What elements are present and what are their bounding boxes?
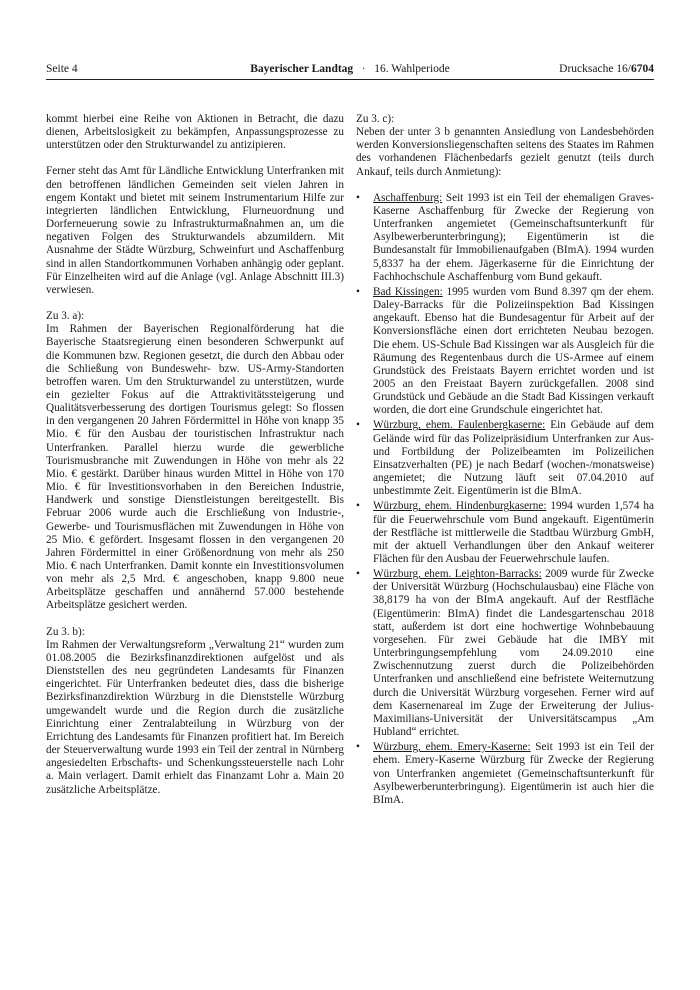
list-item-bad-kissingen [356,286,654,418]
document-number-value: 6704 [631,63,654,75]
list-item-text: Seit 1993 ist ein Teil der ehem. Emery-Kaserne Würzburg für Zwecke der Regierung von Unterfranken angemietet (Gemeinschaftsunterkunft für Asylbewerberunterbringung). Eigentümerin ist auch hier die BImA. [373,741,654,806]
list-item-faulenbergkaserne [356,419,654,498]
list-item-emery-kaserne [356,741,654,807]
location-label: Würzburg, ehem. Leighton-Barracks: [373,568,542,581]
heading-3a: Zu 3. a): [46,310,85,323]
paragraph-3a: Im Rahmen der Bayerischen Regionalförderung hat die Bayerische Staatsregierung einen besonderen Schwerpunkt auf die Kommunen bzw. Regionen gesetzt, die durch den Abbau oder die Schließung von Bundeswehr- bzw. US-Army-Standorten betroffen waren. Um den Strukturwandel zu unterstützen, wurde ein gezielter Fokus auf die Attraktivitätssteigerung und Qualitätsverbesserung des dortigen Tourismus gelegt: So flossen in den vergangenen 20 Jahren Fördermittel in Höhe von knapp 35 Mio. € für den Ausbau der touristischen Infrastruktur nach Unterfranken. Parallel hierzu wurde die gewerbliche Tourismusbranche mit Zuwendungen in Höhe von mehr als 22 Mio. € gestärkt. Darüber hinaus wurden Mittel in Höhe von 170 Mio. € für Investitionsvorhaben in den Bereichen Industrie, Handwerk und sonstige Dienstleistungen bereitgestellt. Bis Februar 2006 wurde auch die Erschließung von Industrie-, Gewerbe- und Tourismusflächen mit Zuwendungen in Höhe von 25 Mio. € gefördert. Insgesamt flossen in den vergangenen 20 Jahren Fördermittel in einer Größenordnung von mehr als 250 Mio. € nach Unterfranken. Damit konnte ein Investitionsvolumen von mehr als 2,5 Mrd. € angeschoben, knapp 9.800 neue Arbeitsplätze geschaffen und annähernd 57.000 bestehende Arbeitsplätze gesichert werden. [46,323,344,612]
list-item-hindenburgkaserne [356,500,654,566]
parliament-name: Bayerischer Landtag [250,63,354,75]
left-column [46,113,344,810]
bullet-icon: • [356,568,360,581]
document-number [559,62,654,76]
list-item-text: 1994 wurden 1,574 ha für die Feuerwehrschule vom Bund angekauft. Eigentümerin der Restfläche ist mittlerweile die Stadtbau Würzburg GmbH, mit der aktuell Verhandlungen über den Ankauf weiterer Flächen für den Ausbau der Feuerwehrschule laufen. [373,500,654,565]
right-column [356,113,654,809]
document-prefix: Drucksache 16/ [559,63,631,75]
list-item-aschaffenburg [356,192,654,284]
paragraph-3c: Neben der unter 3 b genannten Ansiedlung von Landesbehörden werden Konversionsliegenschaften seitens des Staates im Rahmen des vorhandenen Flächenbedarfs gezielt genutzt (teils durch Ankauf, teils durch Anmietung): [356,126,654,178]
bullet-icon: • [356,741,360,754]
list-item-text: 1995 wurden vom Bund 8.397 qm der ehem. Daley-Barracks für die Polizeiinspektion Bad Kissingen angekauft. Ebenso hat die Bundesagentur für Arbeit auf der Konversionsfläche einen dort errichteten Neubau bezogen. Die ehem. US-Schule Bad Kissingen war als Ausgleich für die Räumung des Regentenbaus durch die US-Armee auf einem Grundstück des Freistaats Bayern errichtet worden und ist 2005 an den Freistaat Bayern zurückgefallen. 2008 sind Grundstück und Gebäude an die Stadt Bad Kissingen verkauft worden, die dort eine Grundschule eingerichtet hat. [373,285,654,417]
bullet-icon: • [356,500,360,513]
list-item-text: Seit 1993 ist ein Teil der ehemaligen Graves-Kaserne Aschaffenburg für Zwecke der Regierung von Unterfranken angemietet (Gemeinschaftsunterkunft für Asylbewerberunterbringung); Eigentümerin ist die Bundesanstalt für Immobilienaufgaben (BImA). 1994 wurden 5,8337 ha der ehem. Jägerkaserne für die Einrichtung der Fachhochschule Aschaffenburg vom Bund gekauft. [373,191,654,283]
location-label: Aschaffenburg: [373,191,443,204]
location-label: Würzburg, ehem. Faulenbergkaserne: [373,419,546,432]
paragraph-amt-laendliche-entwicklung: Ferner steht das Amt für Ländliche Entwicklung Unterfranken mit den betroffenen ländlichen Gemeinden seit vielen Jahren in engem Kontakt und bietet mit seinem Instrumentarium Hilfe zur integrierten ländlichen Entwicklung, Flurneuordnung und Dorferneuerung sowie zu Infrastrukturmaßnahmen an, um die negativen Folgen des Strukturwandels abzumildern. Mit Ausnahme der Städte Würzburg, Schweinfurt und Aschaffenburg sind in allen Standortkommunen Vorhaben anhängig oder geplant. Für Einzelheiten wird auf die Anlage (vgl. Anlage Abschnitt III.3) verwiesen. [46,165,344,296]
location-label: Bad Kissingen: [373,285,443,298]
konversion-list [356,192,654,807]
bullet-icon: • [356,285,360,298]
location-label: Würzburg, ehem. Emery-Kaserne: [373,741,531,754]
header-separator: · [361,63,366,75]
bullet-icon: • [356,419,360,432]
list-item-leighton-barracks [356,568,654,739]
legislative-period: 16. Wahlperiode [374,63,450,75]
list-item-text: 2009 wurde für Zwecke der Universität Würzburg (Hochschulausbau) eine Fläche von 38,8179 ha von der BImA angekauft. Auf der Restfläche (Eigentümerin: BImA) findet die Landesgartenschau 2018 statt, außerdem ist dort eine hochwertige Wohnbebauung vorgesehen. Für zwei Gebäude hat die IMBY mit Unterbringungsempfehlung vom 24.09.2010 eine Zwischennutzung zuerst durch die Polizeibehörden Unterfranken und anschließend eine befristete Weiternutzung durch die Universität Würzburg vorgesehen. Ferner wird auf dem Kasernenareal im Zuge der Erweiterung der Julius-Maximilians-Universität der Universitätscampus „Am Hubland“ errichtet. [373,568,655,739]
paragraph-intro: kommt hierbei eine Reihe von Aktionen in Betracht, die dazu dienen, Arbeitslosigkeit zu bekämpfen, Anpassungsprozesse zu unterstützen oder den Strukturwandel zu antizipieren. [46,113,344,152]
heading-3b: Zu 3. b): [46,625,85,638]
page-number: Seite 4 [46,63,78,75]
heading-3c: Zu 3. c): [356,113,395,125]
page-header [46,62,654,78]
location-label: Würzburg, ehem. Hindenburgkaserne: [373,500,547,513]
header-rule [46,79,654,80]
list-item-text: Ein Gebäude auf dem Gelände wird für das Polizeipräsidium Unterfranken zur Aus- und Fortbildung der Polizeibeamten im Polizeilichen Einsatzverhalten (PE) je nach Bedarf (wochen-/monatsweise) angemietet; die Nutzung läuft seit 07.04.2010 auf unbestimmte Zeit. Eigentümerin ist die BImA. [373,419,654,498]
paragraph-3b: Im Rahmen der Verwaltungsreform „Verwaltung 21“ wurden zum 01.08.2005 die Bezirksfinanzdirektionen aufgelöst und als Dienststellen des neu gegründeten Landesamts für Finanzen eingerichtet. Für Unterfranken bedeutet dies, dass die bisherige Bezirksfinanzdirektion Würzburg in die Dienststelle Würzburg umgewandelt wurde und die Region durch die zusätzliche Einrichtung einer Zentralabteilung in Würzburg von der Errichtung des Landesamts für Finanzen profitiert hat. Im Bereich der Steuerverwaltung wurde 1993 ein Teil der zentral in Nürnberg angesiedelten Erbschafts- und Schenkungssteuerstelle nach Lohr a. Main verlagert. Damit erhielt das Finanzamt Lohr a. Main 20 zusätzliche Arbeitsplätze. [46,638,344,796]
bullet-icon: • [356,191,360,204]
